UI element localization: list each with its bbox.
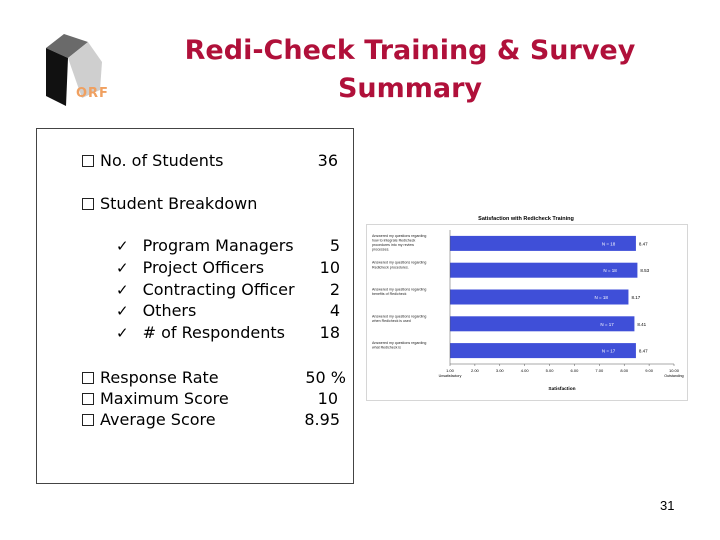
breakdown-item-value: 5 — [329, 236, 340, 255]
checkmark-icon: ✓ — [116, 324, 129, 342]
checkbox-bullet-icon — [82, 155, 94, 167]
checkmark-icon: ✓ — [116, 302, 129, 320]
breakdown-item — [116, 236, 294, 256]
metric-row — [82, 389, 229, 409]
x-axis-label: Satisfaction — [548, 387, 576, 392]
bar-n-label: N = 18 — [594, 295, 608, 300]
x-tick-note-right: Outstanding — [664, 374, 684, 378]
title-line-1: Redi-Check Training & Survey — [184, 35, 636, 66]
bar-value-label: 8.41 — [637, 321, 647, 327]
x-tick-label: 10.00 — [668, 368, 680, 373]
bar-n-label: N = 18 — [601, 241, 616, 247]
metric-label: Average Score — [100, 410, 216, 429]
category-label: Answered my questions regarding benefits of Redicheck — [372, 287, 427, 297]
breakdown-item — [116, 280, 295, 300]
x-tick-note-left: Unsatisfactory — [438, 374, 462, 378]
metric-value: 50 % — [305, 368, 346, 387]
orf-logo — [42, 28, 122, 114]
checkmark-icon: ✓ — [116, 237, 129, 255]
breakdown-label: Student Breakdown — [100, 194, 258, 213]
logo-text: ORF — [76, 86, 109, 101]
bar-value-label: 8.53 — [640, 268, 650, 274]
category-label: Answered my questions regarding Redicheck procedures. — [372, 260, 427, 270]
breakdown-item-value: 10 — [319, 258, 340, 277]
x-tick-label: 2.00 — [470, 368, 479, 373]
breakdown-item-label: # of Respondents — [142, 323, 285, 342]
bar-value-label: 8.17 — [631, 295, 641, 300]
metric-row — [82, 368, 219, 388]
breakdown-item-label: Others — [142, 301, 197, 320]
x-tick-label: 7.00 — [595, 368, 604, 373]
x-tick-label: 8.00 — [620, 368, 629, 373]
breakdown-item-label: Contracting Officer — [142, 280, 295, 299]
checkbox-bullet-icon — [82, 414, 94, 426]
checkmark-icon: ✓ — [116, 281, 129, 299]
breakdown-item — [116, 258, 264, 278]
metric-value: 10 — [317, 389, 338, 408]
breakdown-item-value: 2 — [329, 280, 340, 299]
students-row — [82, 151, 223, 171]
bar-n-label: N = 18 — [603, 268, 617, 274]
x-tick-label: 9.00 — [645, 368, 654, 373]
page-number: 31 — [660, 498, 675, 513]
bar-value-label: 8.47 — [638, 348, 648, 354]
checkbox-bullet-icon — [82, 372, 94, 384]
breakdown-heading — [82, 194, 257, 214]
slide-title — [160, 32, 660, 108]
metric-row — [82, 410, 216, 430]
x-tick-label: 5.00 — [545, 368, 554, 373]
checkbox-bullet-icon — [82, 198, 94, 210]
breakdown-item-label: Program Managers — [142, 236, 294, 255]
breakdown-item — [116, 301, 196, 321]
breakdown-item-value: 4 — [329, 301, 340, 320]
breakdown-item — [116, 323, 285, 343]
students-value: 36 — [317, 151, 338, 170]
breakdown-item-value: 18 — [319, 323, 340, 342]
x-tick-label: 6.00 — [570, 368, 579, 373]
breakdown-item-label: Project Officers — [142, 258, 265, 277]
category-label: Answered my questions regarding when Redicheck is used — [372, 314, 427, 323]
category-label: Answered my questions regarding what Redicheck is — [372, 341, 427, 350]
x-tick-label: 4.00 — [520, 368, 529, 373]
metric-label: Maximum Score — [100, 389, 229, 408]
bar-n-label: N = 17 — [601, 348, 616, 354]
x-tick-label: 3.00 — [495, 368, 504, 373]
chart-title: Satisfaction with Redicheck Training — [478, 216, 574, 222]
checkmark-icon: ✓ — [116, 259, 129, 277]
title-line-2: Summary — [337, 73, 483, 104]
category-label: Answered my questions regarding how to integrate Redicheck procedures into my review processes. — [372, 233, 427, 252]
metric-value: 8.95 — [304, 410, 340, 429]
metric-label: Response Rate — [100, 368, 219, 387]
bar-value-label: 8.47 — [638, 241, 648, 247]
bar-n-label: N = 17 — [600, 321, 614, 327]
satisfaction-chart — [366, 212, 688, 402]
x-tick-label: 1.00 — [446, 368, 454, 373]
checkbox-bullet-icon — [82, 393, 94, 405]
students-label: No. of Students — [100, 151, 224, 170]
